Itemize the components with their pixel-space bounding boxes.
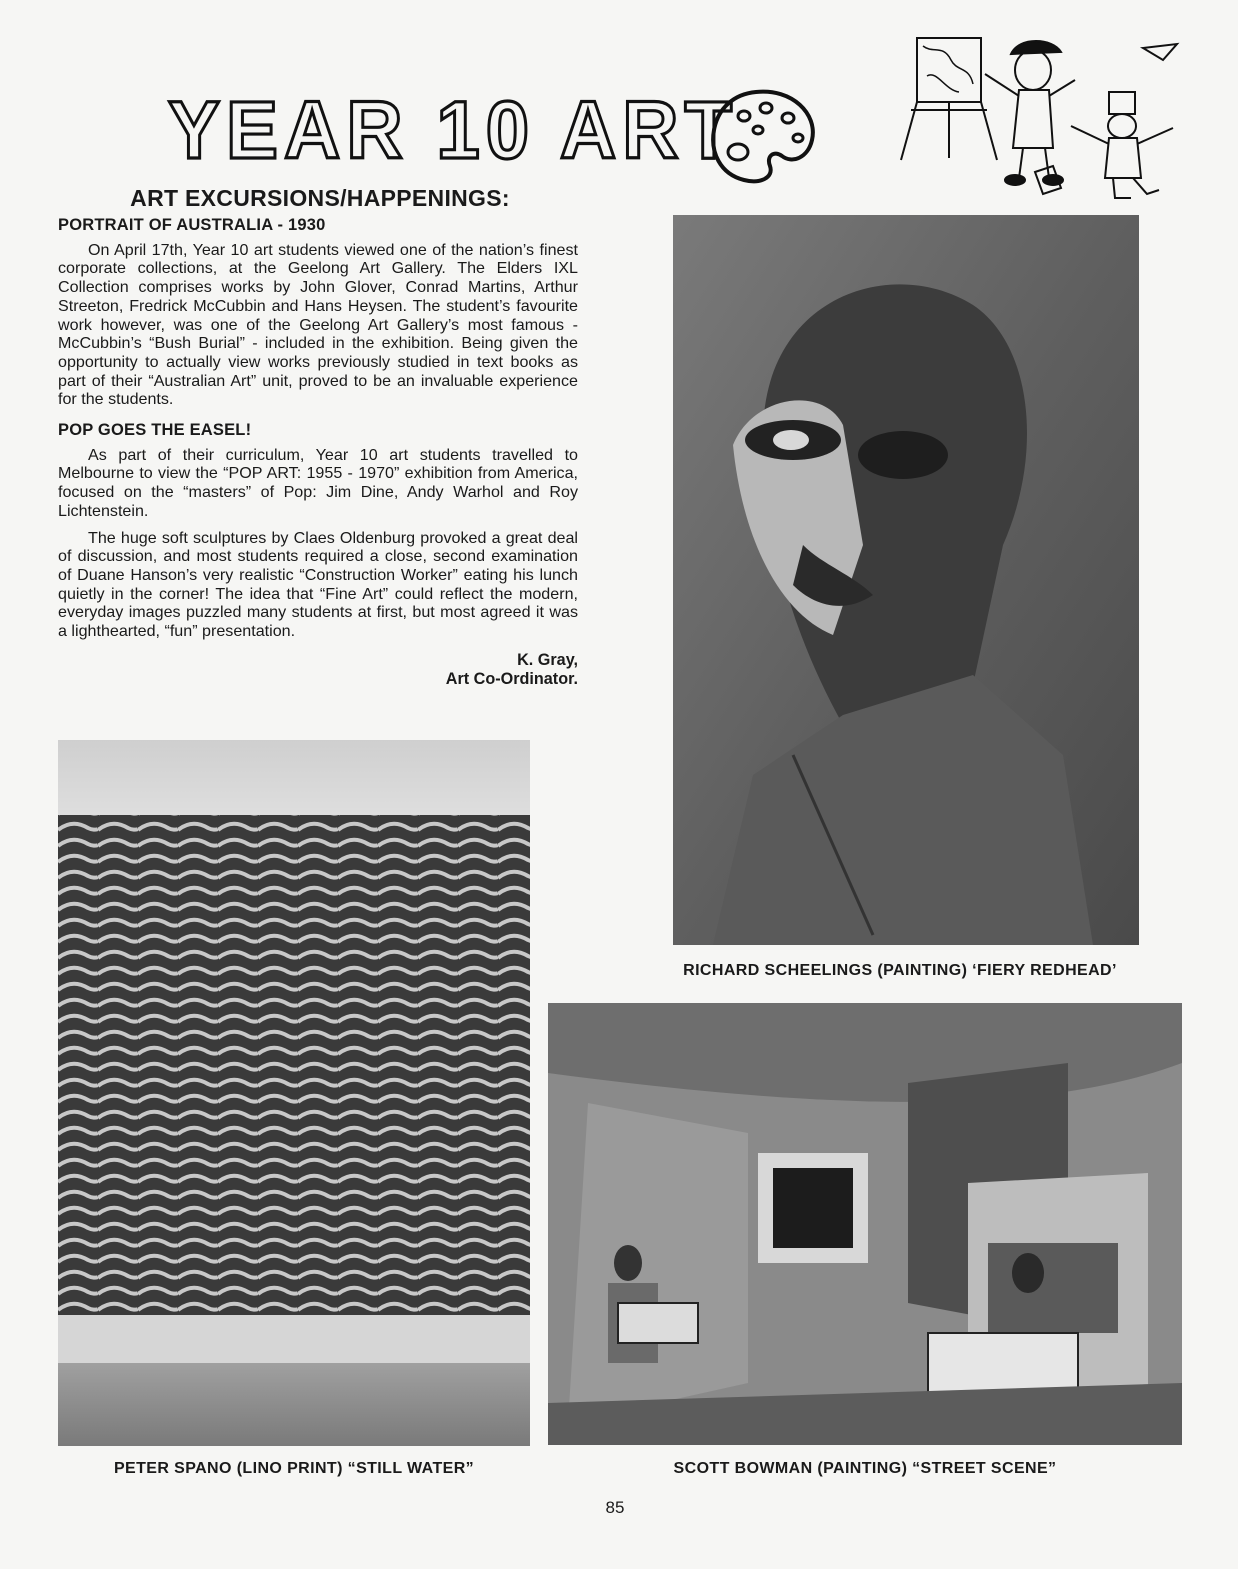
page-title [160, 72, 820, 184]
signature-role: Art Co-Ordinator. [445, 669, 578, 688]
page-number: 85 [605, 1498, 625, 1517]
portrait-painting-image [673, 215, 1139, 945]
section-heading: ART EXCURSIONS/HAPPENINGS: [130, 185, 510, 211]
article-heading: PORTRAIT OF AUSTRALIA - 1930 [58, 216, 326, 234]
signature-name: K. Gray, [517, 650, 578, 669]
title-graphic [160, 72, 820, 184]
still-water-print-image [58, 740, 530, 1446]
article-heading: POP GOES THE EASEL! [58, 421, 252, 440]
street-scene-painting-image [548, 1003, 1182, 1445]
street-scene-caption: SCOTT BOWMAN (PAINTING) “STREET SCENE” [673, 1460, 1057, 1477]
article-body [58, 216, 578, 689]
title-text: YEAR 10 ART [168, 84, 739, 176]
portrait-caption: RICHARD SCHEELINGS (PAINTING) ‘FIERY REDHEAD’ [683, 962, 1117, 979]
article-paragraph: As part of their curriculum, Year 10 art students travelled to Melbourne to view the “POP ART: 1955 - 1970” exhibition from America, focused on the “masters” of Pop: Jim Dine, Andy Warhol and Roy Lichtenstein. [58, 445, 578, 520]
signature [58, 651, 578, 689]
still-water-caption: PETER SPANO (LINO PRINT) “STILL WATER” [113, 1460, 475, 1477]
article-paragraph: The huge soft sculptures by Claes Oldenburg provoked a great deal of discussion, and most students required a close, second examination of Duane Hanson’s very realistic “Construction Worker” eating his lunch quietly in the corner! The idea that “Fine Art” could reflect the modern, everyday images puzzled many students at first, but most agreed it was a lighthearted, “fun” presentation. [58, 528, 578, 641]
artist-cartoon-illustration [893, 30, 1193, 210]
article-paragraph: On April 17th, Year 10 art students viewed one of the nation’s finest corporate collections, at the Geelong Art Gallery. The Elders IXL Collection comprises works by John Glover, Conrad Martins, Arthur Streeton, Fredrick McCubbin and Hans Heysen. The student’s favourite work however, was one of the Geelong Art Gallery’s most famous - McCubbin’s “Bush Burial” - included in the exhibition. Being given the opportunity to actually view works previously studied in text books as part of their “Australian Art” unit, proved to be an invaluable experience for the students. [58, 240, 578, 409]
